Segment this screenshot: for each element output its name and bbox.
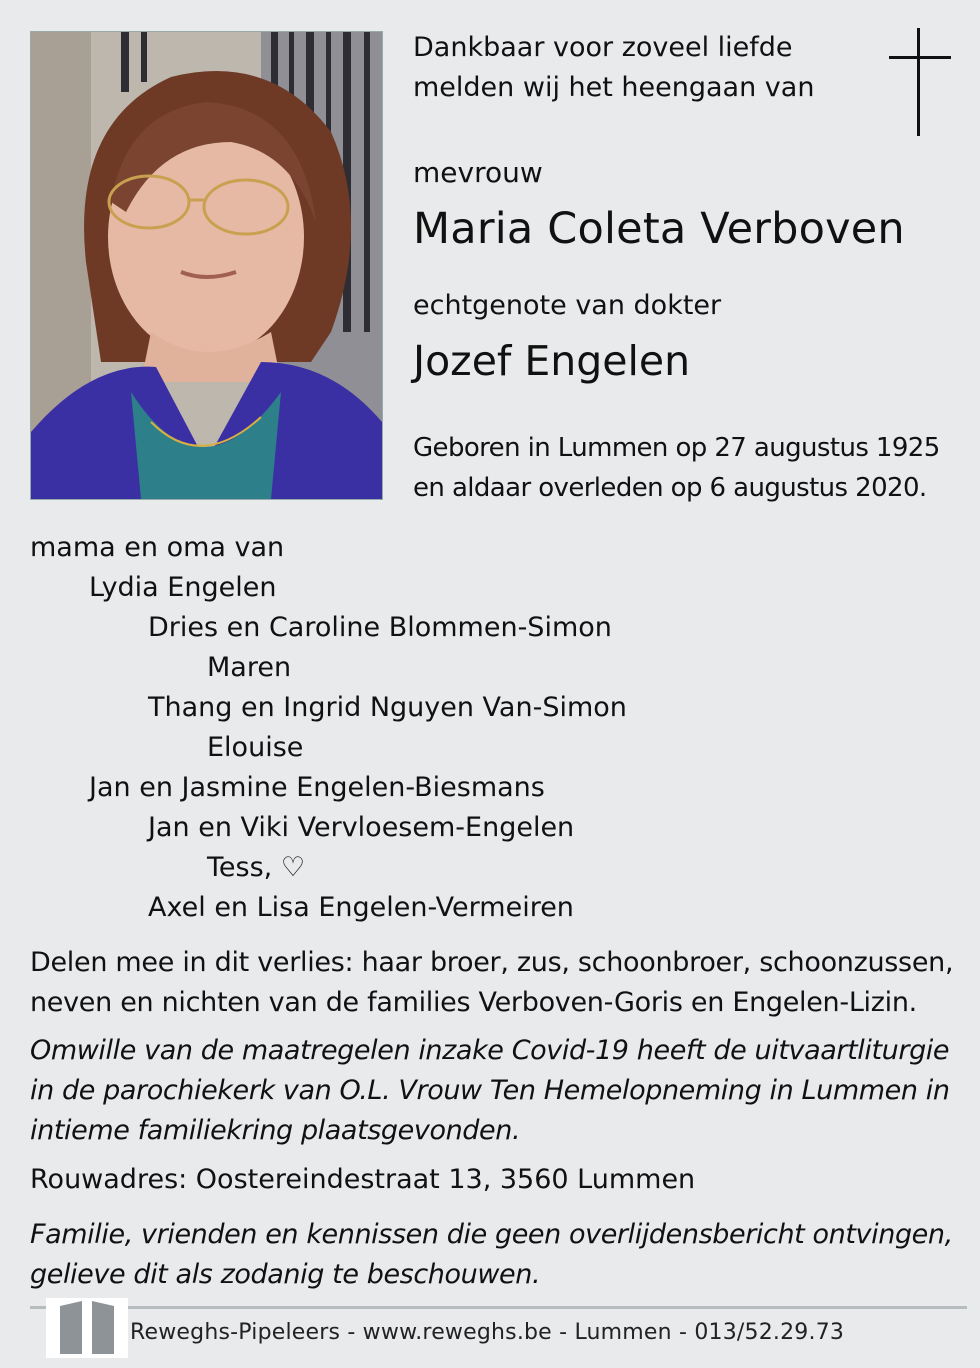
family-member: Jan en Viki Vervloesem-Engelen	[148, 812, 575, 843]
mourning-address: Rouwadres: Oostereindestraat 13, 3560 Lummen	[30, 1164, 696, 1195]
family-member: Axel en Lisa Engelen-Vermeiren	[148, 892, 574, 923]
notice-line: gelieve dit als zodanig te beschouwen.	[30, 1259, 541, 1290]
spouse-relation: echtgenote van dokter	[413, 290, 722, 321]
family-member: Elouise	[207, 732, 304, 763]
family-heading: mama en oma van	[30, 532, 285, 563]
portrait-photo	[30, 31, 383, 500]
family-member: Dries en Caroline Blommen-Simon	[148, 612, 612, 643]
funeral-home-info: Reweghs-Pipeleers - www.reweghs.be - Lummen - 013/52.29.73	[130, 1320, 845, 1345]
notice-line: Familie, vrienden en kennissen die geen overlijdensbericht ontvingen,	[30, 1219, 953, 1250]
covid-line: Omwille van de maatregelen inzake Covid-19 heeft de uitvaartliturgie	[30, 1035, 950, 1066]
died-line: en aldaar overleden op 6 augustus 2020.	[413, 473, 927, 503]
cross-icon	[889, 28, 951, 136]
birth-death-info	[413, 428, 940, 508]
family-member: Thang en Ingrid Nguyen Van-Simon	[148, 692, 627, 723]
covid-paragraph	[30, 1031, 955, 1151]
honorific: mevrouw	[413, 156, 543, 189]
funeral-home-logo-icon	[46, 1298, 128, 1358]
intro-line: Dankbaar voor zoveel liefde	[413, 32, 793, 63]
deceased-name: Maria Coleta Verboven	[413, 204, 905, 254]
covid-line: intieme familiekring plaatsgevonden.	[30, 1115, 521, 1146]
family-member: Jan en Jasmine Engelen-Biesmans	[89, 772, 545, 803]
relatives-line: Delen mee in dit verlies: haar broer, zus, schoonbroer, schoonzussen,	[30, 947, 954, 978]
relatives-paragraph	[30, 943, 955, 1023]
intro-line: melden wij het heengaan van	[413, 72, 815, 103]
family-member: Lydia Engelen	[89, 572, 277, 603]
family-list	[30, 528, 627, 928]
family-member: Tess, ♡	[207, 852, 306, 883]
intro-text	[413, 28, 814, 108]
notice-paragraph	[30, 1215, 955, 1295]
spouse-name: Jozef Engelen	[413, 337, 691, 385]
family-member: Maren	[207, 652, 292, 683]
covid-line: in de parochiekerk van O.L. Vrouw Ten Hemelopneming in Lummen in	[30, 1075, 950, 1106]
footer-divider	[30, 1306, 967, 1309]
relatives-line: neven en nichten van de families Verboven-Goris en Engelen-Lizin.	[30, 987, 917, 1018]
born-line: Geboren in Lummen op 27 augustus 1925	[413, 433, 940, 463]
